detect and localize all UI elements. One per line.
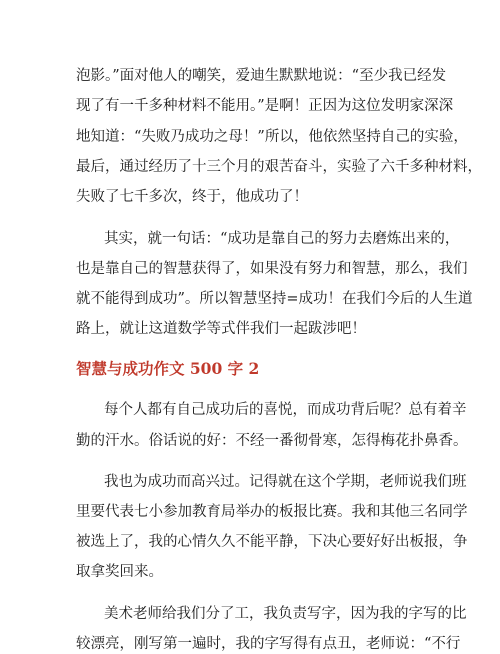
- text-line: 美术老师给我们分了工，我负责写字，因为我的字写的比: [104, 606, 467, 622]
- text-line: 里要代表七小参加教育局举办的板报比赛。我和其他三名同学: [76, 504, 468, 520]
- text-line: 最后，通过经历了十三个月的艰苦奋斗，实验了六千多种材料，: [76, 159, 482, 175]
- text-line: 每个人都有自己成功后的喜悦，而成功背后呢？总有着辛: [104, 402, 467, 418]
- text-line: 泡影。”面对他人的嘲笑，爱迪生默默地说：“至少我已经发: [76, 68, 447, 84]
- text-line: 也是靠自己的智慧获得了，如果没有努力和智慧，那么，我们: [76, 261, 468, 277]
- text-line: 就不能得到成功”。所以智慧坚持=成功！在我们今后的人生道: [76, 291, 473, 307]
- text-line: 取拿奖回来。: [76, 564, 163, 580]
- text-line: 勤的汗水。俗话说的好：不经一番彻骨寒，怎得梅花扑鼻香。: [76, 433, 468, 449]
- text-line: 较漂亮，刚写第一遍时，我的字写得有点丑，老师说：“不行: [76, 636, 461, 652]
- text-line: 现了有一千多种材料不能用。”是啊！正因为这位发明家深深: [76, 98, 454, 114]
- section-heading: 智慧与成功作文 500 字 2: [76, 359, 260, 378]
- text-line: 失败了七千多次，终于，他成功了！: [76, 189, 308, 205]
- text-line: 其实，就一句话：“成功是靠自己的努力去磨炼出来的，: [104, 231, 460, 247]
- text-line: 路上，就让这道数学等式伴我们一起跋涉吧！: [76, 321, 366, 337]
- text-line: 被选上了，我的心情久久不能平静，下决心要好好出板报，争: [76, 534, 468, 550]
- text-line: 我也为成功而高兴过。记得就在这个学期，老师说我们班: [104, 474, 467, 490]
- text-line: 地知道：“失败乃成功之母！”所以，他依然坚持自己的实验，: [76, 129, 468, 145]
